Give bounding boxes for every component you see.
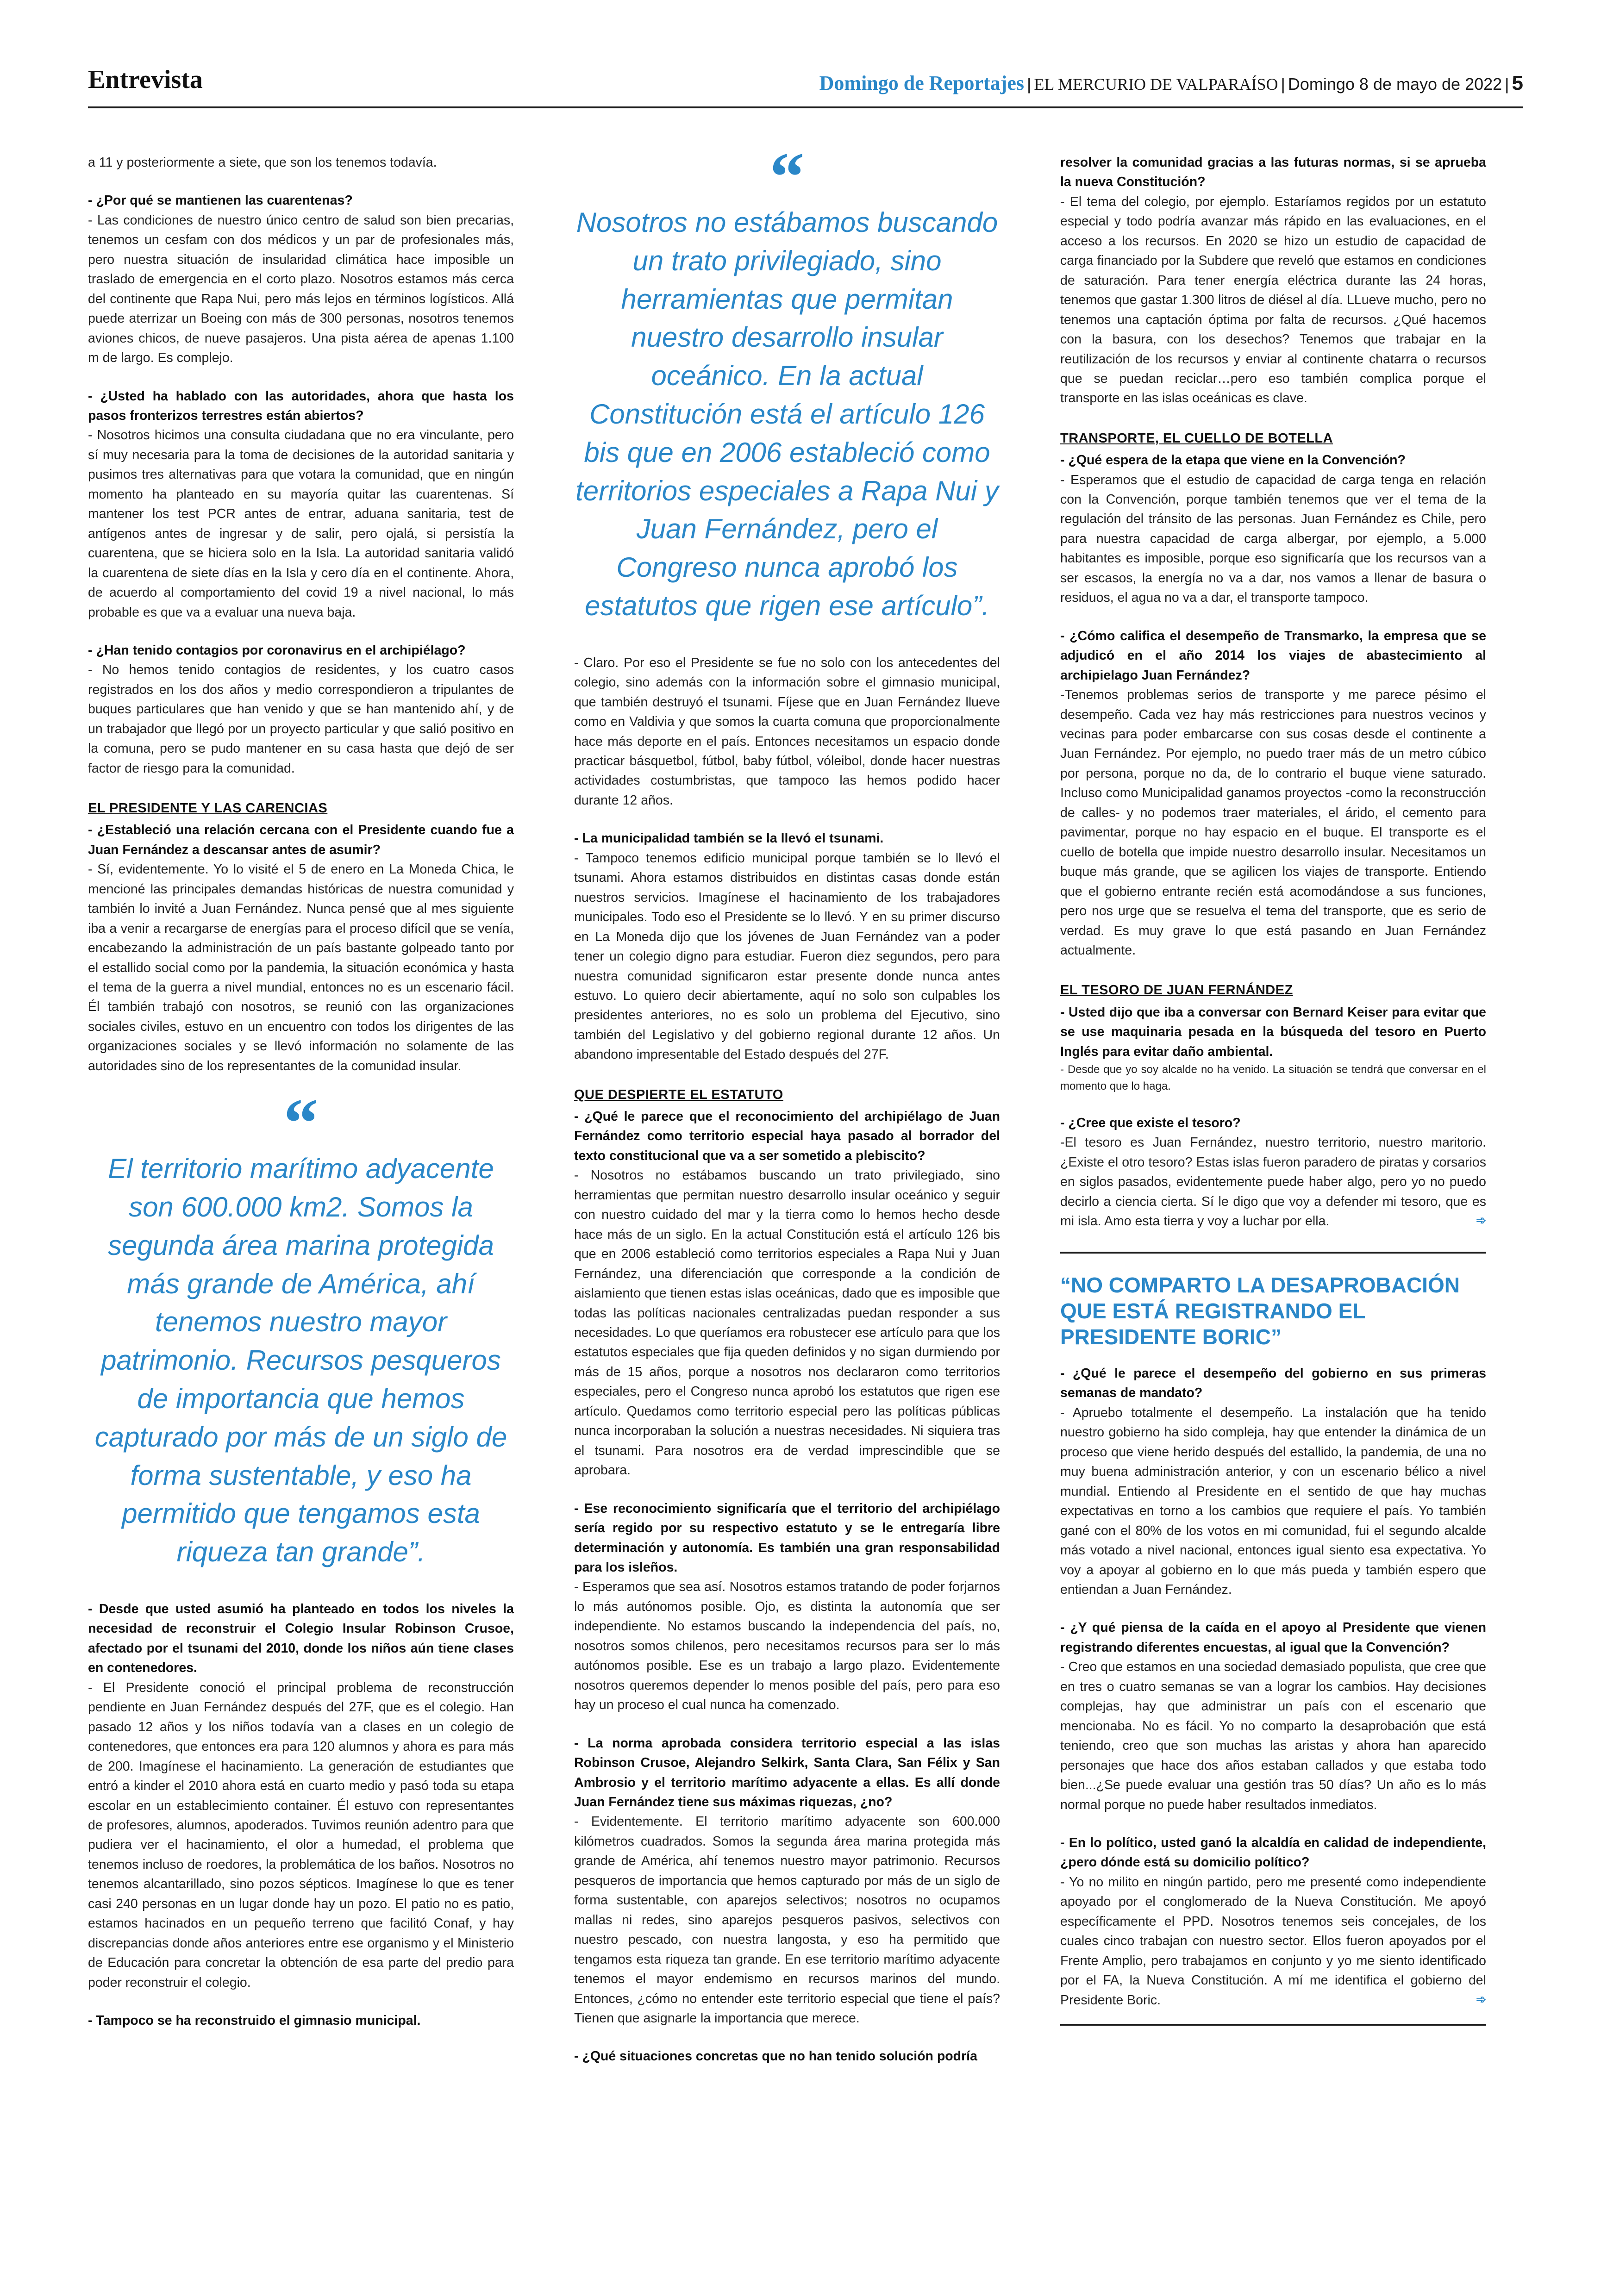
answer: - Desde que yo soy alcalde no ha venido. La situación se tendrá que conversar en el momento que lo haga. xyxy=(1060,1063,1486,1092)
answer: - Esperamos que sea así. Nosotros estamos tratando de poder forjarnos lo más autónomos posible. Ojo, es distinta la autonomía que ser independiente. No estamos buscando la independencia del país, no, nosotros somos chilenos, pero necesitamos recursos para ser lo más autónomos posible. Ese es un trabajo a largo plazo. Evidentemente nosotros queremos depender lo menos posible del país, pero para eso hay un proceso el cual nunca ha comenzado. xyxy=(574,1579,1000,1713)
answer: - El tema del colegio, por ejemplo. Estaríamos regidos por un estatuto especial y todo podría avanzar más rápido en las evaluaciones, en el acceso a los recursos. En 2020 se hizo un estudio de capacidad de carga financiado por la Subdere que reveló que estamos en condiciones de saturación. Para tener energía eléctrica durante las 24 horas, tenemos que gastar 1.300 litros de diésel al día. LLueve mucho, pero no tenemos una captación óptima por falta de recursos. ¿Qué hacemos con la basura, con los desechos? Tenemos que trabajar en la reutilización de los recursos y enviar al continente chatarra o recursos que se puedan reciclar…pero eso también complica porque el transporte en las islas oceánicas es clave. xyxy=(1060,194,1486,406)
answer-text: - Yo no milito en ningún partido, pero me presenté como independiente apoyado por el conglomerado de la Nueva Constitución. Me apoyó específicamente el PPD. Nosotros tenemos seis concejales, de los cuales cinco trabajan con nuestro sector. Ellos fueron apoyados por el Frente Amplio, pero trabajamos en conjunto y yo me siento identificado por el FA, la Nueva Constitución. A mí me identifica el gobierno del Presidente Boric. xyxy=(1060,1874,1486,2008)
question: - ¿Qué espera de la etapa que viene en la Convención? xyxy=(1060,453,1406,468)
answer: - Creo que estamos en una sociedad demasiado populista, que cree que en tres o cuatro semanas se van a lograr los cambios. Hay decisiones complejas, hay que administrar un país con el escenario que mencionaba. No es fácil. Yo no comparto la desaprobación que está teniendo, creo que son muchas las aristas y ahora han aparecido personajes que hace dos años estaban callados y que estaba todo bien...¿Se puede evaluar una gestión tras 50 días? Un año es lo más normal porque no puede haber resultados inmediatos. xyxy=(1060,1660,1486,1812)
pull-quote xyxy=(574,138,1000,625)
column-1 xyxy=(88,153,514,2031)
masthead: Domingo de Reportajes | EL MERCURIO DE VALPARAÍSO | Domingo 8 de mayo de 2022 | 5 xyxy=(819,72,1523,94)
answer: - No hemos tenido contagios de residentes, y los cuatro casos registrados en los dos años y medio correspondieron a tripulantes de buques particulares que han venido y que se han mantenido ahí, y de un trabajador que llegó por un proyecto particular y que salió positivo en la comuna, pero se pudo mantener en su casa hasta que dejó de ser factor de riesgo para la comunidad. xyxy=(88,662,514,776)
question: - Usted dijo que iba a conversar con Bernard Keiser para evitar que se use maquinaria pesada en la búsqueda del tesoro en Puerto Inglés para evitar daño ambiental. xyxy=(1060,1004,1486,1059)
pull-quote-text: El territorio marítimo adyacente son 600.000 km2. Somos la segunda área marina protegida más grande de América, ahí tenemos nuestro mayor patrimonio. Recursos pesqueros de importancia que hemos capturado por más de un siglo de forma sustentable, y eso ha permitido que tengamos esta riqueza tan grande”. xyxy=(94,1153,507,1568)
page-number: 5 xyxy=(1512,72,1523,94)
pull-quote xyxy=(88,1085,514,1572)
answer: - Sí, evidentemente. Yo lo visité el 5 de enero en La Moneda Chica, le mencioné las principales demandas históricas de nuestra comunidad y también lo invité a Juan Fernández. Nunca pensé que al mes siguiente iba a venir a recargarse de energías para el proceso difícil que se venía, encabezando la administración de un país bastante golpeado tanto por el estallido social como por la pandemia, la situación económica y hasta el tema de la guerra a nivel mundial, entonces no es un escenario fácil. Él también trabajó con nosotros, se reunió con las organizaciones sociales civiles, estuvo en un encuentro con todos los dirigentes de las organizaciones sociales y se llevó información no solamente de las autoridades sino de los representantes de la comunidad insular. xyxy=(88,862,514,1073)
column-2 xyxy=(574,138,1000,2066)
question: - ¿Han tenido contagios por coronavirus en el archipiélago? xyxy=(88,643,466,658)
question: - ¿Cómo califica el desempeño de Transmarko, la empresa que se adjudicó en el año 2014 los viajes de abastecimiento al archipielago Juan Fernández? xyxy=(1060,628,1486,683)
answer: - Nosotros hicimos una consulta ciudadana que no era vinculante, pero sí muy necesaria para la toma de decisiones de la autoridad sanitaria y pusimos tres alternativas para que votara la comunidad, que en ningún momento ha planteado en su mayoría quitar las cuarentenas. Sí mantener los test PCR antes de entrar, aduana sanitaria, test de antígenos antes de ingresar y de salir, pero ojalá, si persistía la cuarentena, que se hiciera solo en la Isla. La autoridad sanitaria validó la cuarentena de siete días en la Isla y cero día en el continente. Ahora, de acuerdo al comportamiento del covid 19 a nivel nacional, lo más probable es que va a evaluar una nueva baja. xyxy=(88,428,514,620)
column-3 xyxy=(1060,153,1486,2026)
answer: - El Presidente conoció el principal problema de reconstrucción pendiente en Juan Fernández después del 27F, que es el colegio. Han pasado 12 años y los niños todavía van a clases en un colegio de contenedores, que entonces era para 120 alumnos y ahora es para más de 200. Imagínese el hacinamiento. La generación de estudiantes que entró a kinder el 2010 ahora está en cuarto medio y pasó toda su etapa escolar en un establecimiento container. Él estuvo con representantes de profesores, alumnos, apoderados. Tuvimos reunión adentro para que pudiera ver el hacinamiento, el olor a humedad, el problema que tenemos incluso de roedores, la problemática de los baños. Nosotros no tenemos alcantarillado, sino pozos sépticos. Imagínese lo que es tener casi 240 personas en un lugar donde hay un pozo. El patio no es patio, estamos hacinados en un pequeño terreno que facilitó Conaf, y hay discrepancias donde años anteriores entre ese organismo y el Ministerio de Educación para concretar la obtención de esa parte del predio para poder reconstruir el colegio. xyxy=(88,1680,514,1990)
masthead-paper: EL MERCURIO DE VALPARAÍSO xyxy=(1034,75,1278,94)
question: - ¿Cree que existe el tesoro? xyxy=(1060,1115,1241,1130)
question: - Tampoco se ha reconstruido el gimnasio municipal. xyxy=(88,2013,421,2028)
question: - Desde que usted asumió ha planteado en todos los niveles la necesidad de reconstruir el Colegio Insular Robinson Crusoe, afectado por el tsunami del 2010, donde los niños aún tiene clases en contenedores. xyxy=(88,1602,514,1676)
subheading: TRANSPORTE, EL CUELLO DE BOTELLA xyxy=(1060,430,1333,446)
subheading: QUE DESPIERTE EL ESTATUTO xyxy=(574,1087,783,1102)
question: - ¿Estableció una relación cercana con el Presidente cuando fue a Juan Fernández a descansar antes de asumir? xyxy=(88,823,514,857)
continue-arrow-icon: ➾ xyxy=(1476,1992,1486,2006)
answer: - Nosotros no estábamos buscando un trato privilegiado, sino herramientas que permitan nuestro desarrollo insular oceánico y seguir con nuestro cuidado del mar y la tierra como lo hemos hecho desde hace más de un siglo. En la actual Constitución está el artículo 126 bis que en 2006 estableció como territorios especiales a Rapa Nui y Juan Fernández, una diferenciación que corresponde a la condición de aislamiento que tienen estas islas oceánicas, dado que es imposible que todas las políticas nacionales centralizadas puedan responder a sus necesidades. Lo que queríamos era robustecer ese artículo para que los estatutos especiales que fija queden definidos y no sigan durmiendo por más de 15 años, porque a nosotros nos declararon como territorios especiales, pero el Congreso nunca aprobó los estatutos que rigen ese artículo. Quedamos como territorio especial pero las políticas públicas nunca incorporaban la solución a nuestras necesidades. Ni siquiera tras el tsunami. Para nosotros era de verdad imprescindible que se aprobara. xyxy=(574,1168,1000,1478)
question: - Ese reconocimiento significaría que el territorio del archipiélago sería regido por su respectivo estatuto y se le entregaría libre determinación y autonomía. Es también una gran responsabilidad para los isleños. xyxy=(574,1501,1000,1575)
answer xyxy=(1060,1133,1486,1231)
question: - En lo político, usted ganó la alcaldía en calidad de independiente, ¿pero dónde está su domicilio político? xyxy=(1060,1835,1486,1870)
pull-quote-text: Nosotros no estábamos buscando un trato privilegiado, sino herramientas que permitan nuestro desarrollo insular oceánico. En la actual Constitución está el artículo 126 bis que en 2006 estableció como territorios especiales a Rapa Nui y Juan Fernández, pero el Congreso nunca aprobó los estatutos que rigen ese artículo”. xyxy=(575,207,999,621)
question: - La municipalidad también se la llevó el tsunami. xyxy=(574,831,884,846)
subheading: EL PRESIDENTE Y LAS CARENCIAS xyxy=(88,801,328,816)
question: - ¿Qué le parece el desempeño del gobierno en sus primeras semanas de mandato? xyxy=(1060,1366,1486,1401)
answer xyxy=(1060,1872,1486,2010)
sidebar-box-title: “NO COMPARTO LA DESAPROBACIÓN QUE ESTÁ REGISTRANDO EL PRESIDENTE BORIC” xyxy=(1060,1273,1460,1349)
question: resolver la comunidad gracias a las futuras normas, si se aprueba la nueva Constitución? xyxy=(1060,155,1486,190)
sidebar-box xyxy=(1060,1252,1486,2026)
question: - La norma aprobada considera territorio especial a las islas Robinson Crusoe, Alejandro Selkirk, Santa Clara, San Félix y San Ambrosio y el territorio marítimo adyacente a ellas. Es allí donde Juan Fernández tiene sus máximas riquezas, ¿no? xyxy=(574,1735,1000,1809)
subheading: EL TESORO DE JUAN FERNÁNDEZ xyxy=(1060,983,1293,998)
answer-text: -El tesoro es Juan Fernández, nuestro territorio, nuestro maritorio. ¿Existe el otro tesoro? Estas islas fueron paradero de piratas y corsarios en siglos pasados, evidentemente puede haber algo, pero yo no puedo decirlo a ciencia cierta. Sí le digo que voy a defender mi tesoro, que es mi isla. Amo esta tierra y voy a luchar por ella. xyxy=(1060,1135,1486,1229)
section-label: Entrevista xyxy=(88,65,203,94)
quote-mark-icon: “ xyxy=(769,138,805,215)
answer: - Tampoco tenemos edificio municipal porque también se lo llevó el tsunami. Ahora estamos distribuidos en distintas casas donde están nuestros servicios. Imagínese el hacinamiento de los trabajadores municipales. Todo eso el Presidente se lo llevó. Y en su primer discurso en La Moneda dijo que los jóvenes de Juan Fernández van a poder tener un colegio digno para estudiar. Fueron diez segundos, pero para nuestra comunidad significaron estar presente donde nunca antes estuvo. Lo quiero decir abiertamente, aquí no solo son culpables los presidentes anteriores, no es solo un problema del Ejecutivo, sino también del Legislativo y del gobierno regional durante 12 años. Un abandono impresentable del Estado después del 27F. xyxy=(574,850,1000,1062)
page-header xyxy=(88,65,1523,108)
answer: -Tenemos problemas serios de transporte y me parece pésimo el desempeño. Cada vez hay más restricciones para nuestros vecinos y vecinas para poder embarcarse con sus cosas desde el continente a Juan Fernández. Por ejemplo, no puedo traer más de un metro cúbico por persona, porque no da, de lo contrario el buque viene saturado. Incluso como Municipalidad ganamos proyectos -como la reconstrucción de calles- y no podemos traer materiales, el árido, el cemento para pavimentar, porque no hay espacio en el buque. El transporte es el cuello de botella que impide nuestro desarrollo insular. Necesitamos un buque más grande, que se agilicen los viajes de transporte. Entiendo que el gobierno entrante recién está acomodándose a sus funciones, pero nos urge que se resuelva el tema del transporte, que es serio de verdad. Es muy grave lo que está pasando en Juan Fernández actualmente. xyxy=(1060,687,1486,958)
question: - ¿Usted ha hablado con las autoridades, ahora que hasta los pasos fronterizos terrestres están abiertos? xyxy=(88,388,514,423)
answer: - Las condiciones de nuestro único centro de salud son bien precarias, tenemos un cesfam con dos médicos y un par de profesionales más, pero nuestra situación de insularidad climática hace imposible un traslado de emergencia en el corto plazo. Nosotros estamos más cerca del continente que Rapa Nui, pero más lejos en términos logísticos. Allá puede aterrizar un Boeing con más de 300 personas, nosotros tenemos aviones chicos, de nueve pasajeros. Una pista aérea de apenas 1.100 m de largo. Es complejo. xyxy=(88,212,514,366)
paragraph: a 11 y posteriormente a siete, que son los tenemos todavía. xyxy=(88,155,437,170)
continue-arrow-icon: ➾ xyxy=(1476,1213,1486,1228)
masthead-date: Domingo 8 de mayo de 2022 xyxy=(1288,75,1502,94)
masthead-brand: Domingo de Reportajes xyxy=(819,72,1025,94)
answer: - Esperamos que el estudio de capacidad de carga tenga en relación con la Convención, porque también tenemos que ver el tema de la regulación del tránsito de las personas. Juan Fernández es Chile, pero para nuestra capacidad de carga albergar, por ejemplo, a 5.000 habitantes es imposible, porque eso significaría que los recursos van a ser escasos, la energía no va a dar, nos vamos a llenar de basura o residuos, el agua no va a dar, el transporte tampoco. xyxy=(1060,472,1486,605)
quote-mark-icon: “ xyxy=(283,1085,319,1162)
answer: - Apruebo totalmente el desempeño. La instalación que ha tenido nuestro gobierno ha sido compleja, hay que entender la dinámica de un proceso que viene herido después del estallido, la pandemia, de una no muy buena administración anterior, y con un escenario bélico a nivel mundial. Entiendo al Presidente en el sentido de que hay muchas expectativas en torno a los cambios que requiere el país. Yo también gané con el 80% de los votos en mi comunidad, fui el segundo alcalde más votado a nivel nacional, entonces igual siento esa expectativa. Yo voy a apoyar al gobierno en lo que más pueda y también espero que entiendan a Juan Fernández. xyxy=(1060,1405,1486,1597)
question: - ¿Qué situaciones concretas que no han tenido solución podría xyxy=(574,2049,977,2064)
question: - ¿Y qué piensa de la caída en el apoyo al Presidente que vienen registrando diferentes encuestas, al igual que la Convención? xyxy=(1060,1620,1486,1655)
end-rule xyxy=(1060,2024,1486,2026)
answer: - Evidentemente. El territorio marítimo adyacente son 600.000 kilómetros cuadrados. Somos la segunda área marina protegida más grande de América, ahí tenemos nuestro mayor patrimonio. Recursos pesqueros de importancia que hemos capturado por más de un siglo de forma sustentable, con aparejos selectivos; nosotros no ocupamos mallas ni redes, sino aparejos pesqueros pasivos, selectivos con nuestro pescado, con nuestra langosta, y eso ha permitido que tengamos esta riqueza tan grande. En ese territorio marítimo adyacente tenemos el mayor endemismo en recursos marinos del mundo. Entonces, ¿cómo no entender este territorio especial que tiene el país? Tienen que asignarle la importancia que merece. xyxy=(574,1814,1000,2026)
answer: - Claro. Por eso el Presidente se fue no solo con los antecedentes del colegio, sino además con la información sobre el gimnasio municipal, que también destruyó el tsunami. Fíjese que en Juan Fernández llueve como en Valdivia y que somos la cuarta comuna que proporcionalmente hace más deporte en el país. Entonces necesitamos un espacio donde practicar básquetbol, fútbol, baby fútbol, vóleibol, donde hacer nuestras actividades costumbristas, que tampoco las hemos podido hacer durante 12 años. xyxy=(574,655,1000,808)
question: - ¿Qué le parece que el reconocimiento del archipiélago de Juan Fernández como territorio especial haya pasado al borrador del texto constitucional que va a ser sometido a plebiscito? xyxy=(574,1109,1000,1163)
question: - ¿Por qué se mantienen las cuarentenas? xyxy=(88,193,353,208)
